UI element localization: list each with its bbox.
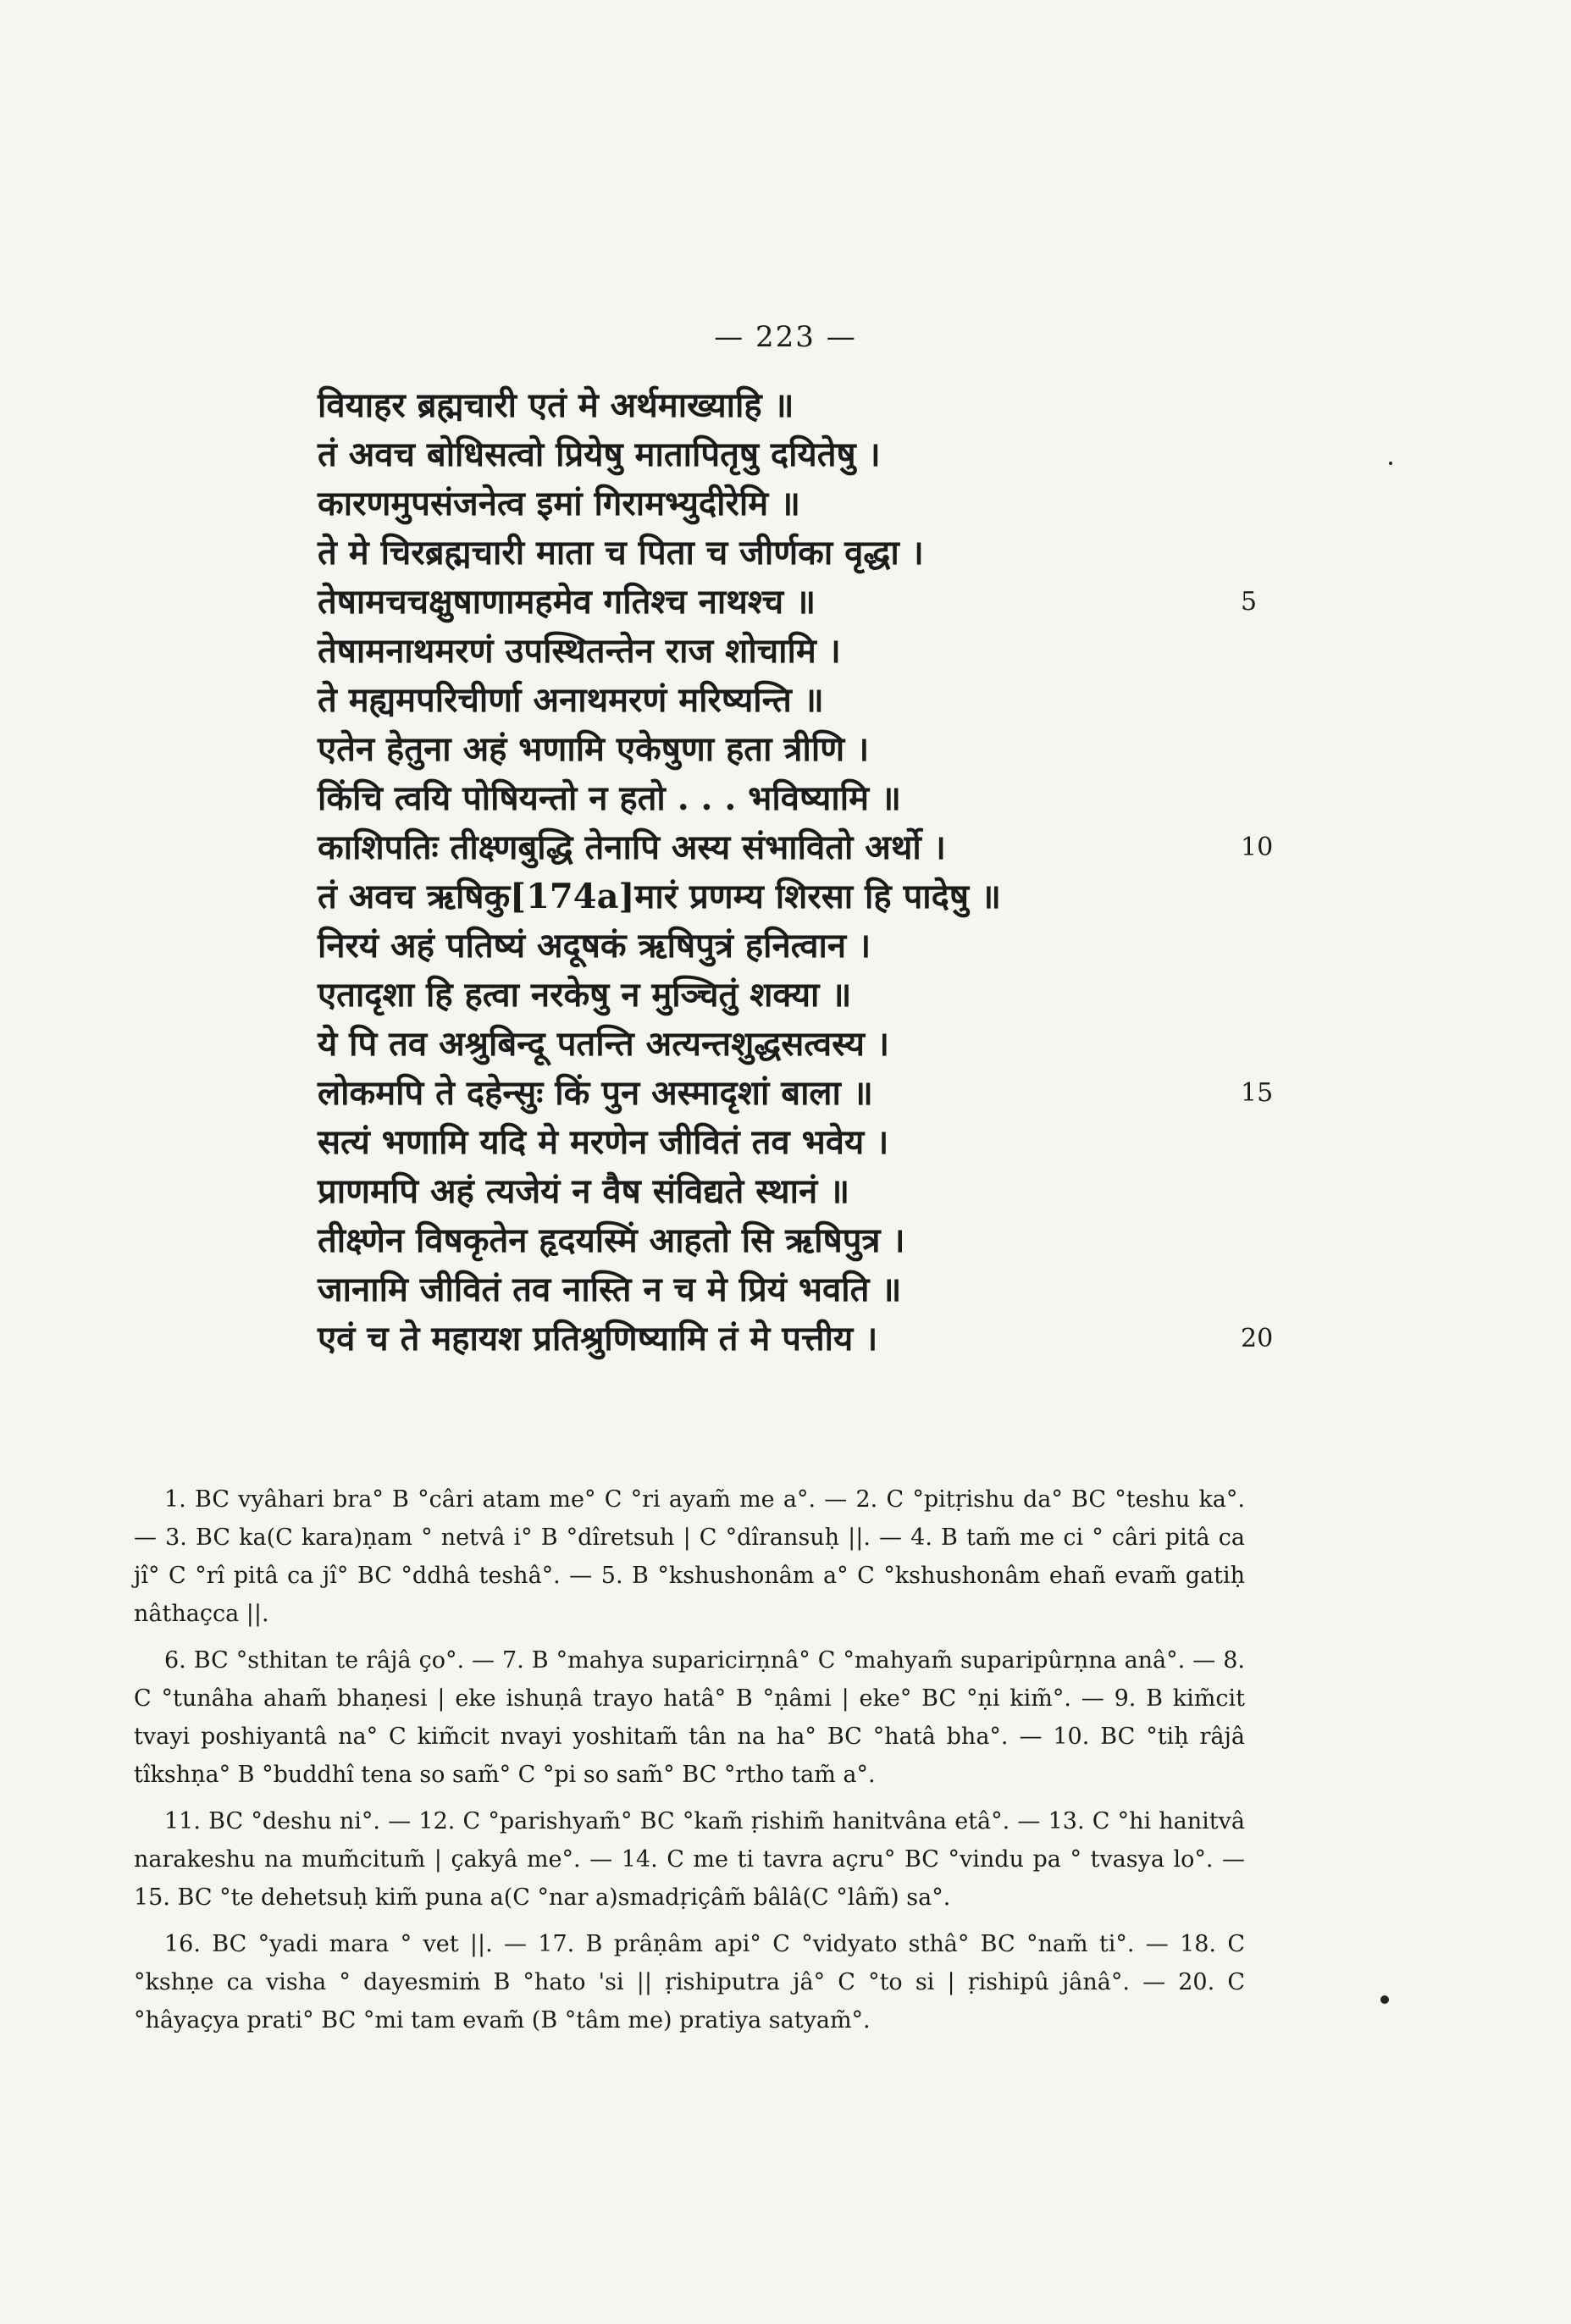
verse-text: एतेन हेतुना अहं भणामि एकेषुणा हता त्रीणि । [318, 729, 870, 769]
verse-text: कारणमुपसंजनेत्व इमां गिरामभ्युदीरेमि ॥ [318, 484, 801, 523]
footnote-paragraph: 1. BC vyâhari bra° B °câri atam me° C °ri ayam̃ me a°. — 2. C °pitṛishu da° BC °teshu ka°. — 3. BC ka(C kara)ṇam ° netvâ i° B °dîretsuh | C °dîransuḥ ||. — 4. B tam̃ me ci ° câri pitâ ca jî° C °rî pitâ ca jî° BC °ddhâ teshâ°. — 5. B °kshushonâm a° C °kshushonâm ehañ evam̃ gatiḥ nâthaçca ||. [134, 1486, 1245, 1627]
verse-line [318, 725, 1292, 774]
verse-text: किंचि त्वयि पोषियन्तो न हतो . . . भविष्यामि ॥ [318, 778, 901, 818]
verse-line [318, 971, 1292, 1020]
footnotes [134, 1480, 1245, 2048]
verse-line [318, 1216, 1292, 1265]
verse-line [318, 479, 1292, 528]
verse-line [318, 1167, 1292, 1216]
line-number: 20 [1241, 1324, 1274, 1353]
verse-text: ते मे चिरब्रह्मचारी माता च पिता च जीर्णका वृद्धा । [318, 533, 924, 573]
verse-line [318, 1069, 1292, 1118]
ink-speck [1389, 462, 1392, 465]
verse-text: वियाहर ब्रह्मचारी एतं मे अर्थमाख्याहि ॥ [318, 385, 794, 425]
verse-line [318, 381, 1292, 430]
line-number: 15 [1241, 1078, 1274, 1108]
verse-line [318, 430, 1292, 479]
verse-line [318, 872, 1292, 921]
verse-line [318, 1265, 1292, 1314]
ink-speck [1380, 1995, 1389, 2004]
verse-text: तेषामचचक्षुषाणामहमेव गतिश्च नाथश्च ॥ [318, 582, 816, 622]
verse-text: काशिपतिः तीक्ष्णबुद्धि तेनापि अस्य संभावितो अर्थो । [318, 827, 946, 867]
verse-line [318, 528, 1292, 578]
verse-text: तं अवच ऋषिकु[174a]मारं प्रणम्य शिरसा हि पादेषु ॥ [318, 877, 1001, 916]
footnote-paragraph: 6. BC °sthitan te râjâ ço°. — 7. B °mahya suparicirṇnâ° C °mahyam̃ suparipûrṇna anâ°. — 8. C °tunâha aham̃ bhaṇesi | eke ishuṇâ trayo hatâ° B °ṇâmi | eke° BC °ṇi kim̃°. — 9. B kim̃cit tvayi poshiyantâ na° C kim̃cit nvayi yoshitam̃ tân na ha° BC °hatâ bha°. — 10. BC °tiḥ râjâ tîkshṇa° B °buddhî tena so sam̃° C °pi so sam̃° BC °rtho tam̃ a°. [134, 1647, 1245, 1788]
footnote-paragraph: 16. BC °yadi mara ° vet ||. — 17. B prâṇâm api° C °vidyato sthâ° BC °nam̃ ti°. — 18. C °kshṇe ca visha ° dayesmiṁ B °hato 'si || ṛishiputra jâ° C °to si | ṛishipû jânâ°. — 20. C °hâyaçya prati° BC °mi tam evam̃ (B °tâm me) pratiya satyam̃°. [134, 1931, 1245, 2034]
verse-text: तीक्ष्णेन विषकृतेन हृदयस्मिं आहतो सि ऋषिपुत्र । [318, 1220, 905, 1260]
line-number: 5 [1241, 587, 1258, 617]
verse-line [318, 1020, 1292, 1069]
verse-text: तं अवच बोधिसत्वो प्रियेषु मातापितृषु दयितेषु । [318, 434, 881, 474]
verse-line [318, 1314, 1292, 1364]
verse-line [318, 1118, 1292, 1167]
verse-text: जानामि जीवितं तव नास्ति न च मे प्रियं भवति ॥ [318, 1270, 902, 1309]
verse-text: ये पि तव अश्रुबिन्दू पतन्ति अत्यन्तशुद्धसत्वस्य । [318, 1024, 889, 1064]
verse-text: एवं च ते महायश प्रतिश्रुणिष्यामि तं मे पत्तीय । [318, 1319, 878, 1358]
verse-line [318, 627, 1292, 676]
verse-line [318, 823, 1292, 872]
verse-block [318, 381, 1292, 1364]
verse-text: एतादृशा हि हत्वा नरकेषु न मुञ्चितुं शक्या ॥ [318, 975, 852, 1015]
verse-text: लोकमपि ते दहेन्सुः किं पुन अस्मादृशां बाला ॥ [318, 1073, 873, 1113]
verse-text: प्राणमपि अहं त्यजेयं न वैष संविद्यते स्थानं ॥ [318, 1171, 850, 1211]
verse-text: तेषामनाथमरणं उपस्थितन्तेन राज शोचामि । [318, 631, 841, 671]
verse-text: ते मह्यमपरिचीर्णा अनाथमरणं मरिष्यन्ति ॥ [318, 680, 824, 720]
verse-line [318, 774, 1292, 823]
verse-line [318, 578, 1292, 627]
line-number: 10 [1241, 833, 1274, 862]
page-number: — 223 — [714, 320, 857, 354]
verse-text: सत्यं भणामि यदि मे मरणेन जीवितं तव भवेय । [318, 1122, 889, 1162]
footnote-paragraph: 11. BC °deshu ni°. — 12. C °parishyam̃° BC °kam̃ ṛishim̃ hanitvâna etâ°. — 13. C °hi hanitvâ narakeshu na mum̃citum̃ | çakyâ me°. — 14. C me ti tavra açru° BC °vindu pa ° tvasya lo°. — 15. BC °te dehetsuḥ kim̃ puna a(C °nar a)smadṛiçâm̃ bâlâ(C °lâm̃) sa°. [134, 1808, 1245, 1911]
verse-line [318, 921, 1292, 971]
verse-line [318, 676, 1292, 725]
verse-text: निरयं अहं पतिष्यं अदूषकं ऋषिपुत्रं हनित्वान । [318, 926, 871, 966]
